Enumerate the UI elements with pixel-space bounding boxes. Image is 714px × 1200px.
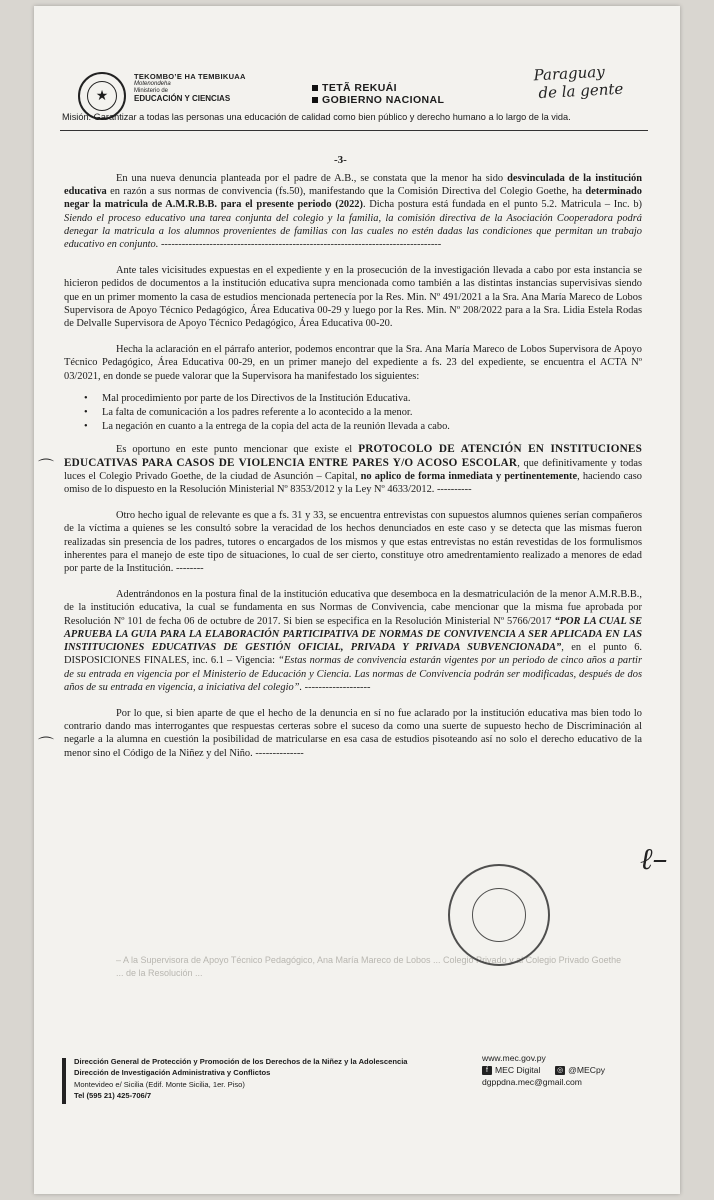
p1-bold-1: desvinculada de la institución educativa xyxy=(64,173,642,198)
list-item: • La negación en cuanto a la entrega de la copia del acta de la reunión llevada a cabo. xyxy=(84,420,642,433)
logo-line-2: de la gente xyxy=(538,79,624,103)
gov-line-2: GOBIERNO NACIONAL xyxy=(322,94,445,106)
document-page xyxy=(34,6,680,1194)
footer-line-2: Dirección de Investigación Administrativa y Conflictos xyxy=(74,1068,271,1078)
p1-text-2: en razón a sus normas de convivencia (fs.50), manifestando que la Comisión Directiva del Colegio Goethe, ha xyxy=(106,186,586,198)
square-bullet-icon xyxy=(312,85,318,91)
faded-bleed-text: – A la Supervisora de Apoyo Técnico Pedagógico, Ana María Mareco de Lobos ... Colegio Privado y al Colegio Privado Goethe ... de la Resolución ... xyxy=(116,955,622,978)
findings-list xyxy=(84,392,642,434)
paragraph-4 xyxy=(64,443,642,496)
p1-text: En una nueva denuncia planteada por el padre de A.B., se constata que la menor ha sido xyxy=(116,173,508,184)
p4-bold: no aplico de forma inmediata y pertinentemente xyxy=(360,470,578,482)
p1-bold-2: determinado negar la matricula de A.M.R.B.B. para el presente periodo (2022) xyxy=(64,186,642,211)
official-stamp-icon xyxy=(448,864,550,966)
square-bullet-icon xyxy=(312,97,318,103)
p1-dashes: --------------------------------------------------------------------------------- xyxy=(158,239,442,251)
gov-line-1: TETÃ REKUÁI xyxy=(322,82,397,94)
p6-italic-quote: “Estas normas de convivencia estarán vigentes por un periodo de cinco años a partir de su entrada en vigencia por el Ministerio de Educación y Ciencia. Las normas de Convivencia podrán ser modificadas, después de dos años de su entrada en vigencia, a iniciativa del colegio”. xyxy=(64,655,642,693)
footer-web: www.mec.gov.py xyxy=(482,1053,546,1063)
margin-mark-icon: ⌒ xyxy=(38,459,55,476)
mission-statement: Misión: Garantizar a todas las personas una educación de calidad como bien público y derecho humano a lo largo de la vida. xyxy=(62,112,571,122)
p4-text-3: , haciendo caso omiso de lo dispuesto en la Resolución Ministerial Nº 8353/2012 y la Ley Nº 4633/2012. ---------- xyxy=(64,470,642,496)
footer-contacts xyxy=(482,1052,605,1088)
footer-address xyxy=(74,1056,408,1101)
paragraph-1 xyxy=(64,172,642,251)
ministry-name xyxy=(134,72,246,103)
page-number: -3- xyxy=(334,154,347,166)
footer-instagram: @MECpy xyxy=(568,1065,606,1075)
list-item: • Mal procedimiento por parte de los Directivos de la Institución Educativa. xyxy=(84,392,642,405)
p4-protocol-title: PROTOCOLO DE ATENCIÓN EN INSTITUCIONES EDUCATIVAS PARA CASOS DE VIOLENCIA ENTRE PARES Y/O ACOSO ESCOLAR xyxy=(64,443,642,469)
paraguay-logo xyxy=(533,62,624,103)
ministry-guarani: TEKOMBO’E HA TEMBIKUAA xyxy=(134,72,246,81)
paragraph-7: Por lo que, si bien aparte de que el hecho de la denuncia en sí no fue aclarado por la institución educativa mas bien todo lo contrario dando mas interrogantes que respuestas certeras sobre el suceso da como una suerte de supuesto hecho de Discriminación al negarle a la alumna en cuestión la posibilidad de matricularse en esa casa de estudios pisoteando así no solo el derecho educativo de la menor sino el Código de la Niñez y del Niño. -------------- xyxy=(64,707,642,759)
logo-line-1: Paraguay xyxy=(533,62,606,85)
letterhead xyxy=(34,6,680,166)
footer-accent-bar xyxy=(62,1058,66,1104)
paragraph-3: Hecha la aclaración en el párrafo anterior, podemos encontrar que la Sra. Ana María Mareco de Lobos Supervisora de Apoyo Técnico Pedagógico, Área Educativa 00-29, en un primer manejo del expediente a fs. 23 del expediente, se encuentra el ACTA Nº 03/2021, en donde se puede valorar que la Supervisora ha manifestado los siguientes: xyxy=(64,344,642,382)
footer-email: dgppdna.mec@gmail.com xyxy=(482,1077,582,1087)
ministry-spanish-1: Ministerio de xyxy=(134,88,169,94)
header-divider xyxy=(60,130,648,131)
document-body xyxy=(64,172,642,773)
p6-resolution-title: “POR LA CUAL SE APRUEBA LA GUIA PARA LA ELABORACIÓN PARTICIPATIVA DE NORMAS DE CONVIVENCIA A SER APLICADA EN LAS INSTITUCIONES EDUCATIVAS DE GESTIÓN OFICIAL, PRIVADA Y PRIVADA SUBVENCIONADA” xyxy=(64,615,642,654)
footer-line-3: Montevideo e/ Sicilia (Edif. Monte Sicilia, 1er. Piso) xyxy=(74,1079,245,1089)
facebook-icon: f xyxy=(482,1066,492,1075)
ministry-spanish-2: EDUCACIÓN Y CIENCIAS xyxy=(134,94,231,103)
paragraph-6 xyxy=(64,588,642,694)
p1-text-3: . Dicha postura está fundada en el punto 5.2. Matricula – Inc. b) xyxy=(362,199,642,211)
p4-text: Es oportuno en este punto mencionar que existe el xyxy=(116,444,359,456)
p6-text-2: , en el punto 6. DISPOSICIONES FINALES, inc. 6.1 – Vigencia: xyxy=(64,642,642,667)
p6-text: Adentrándonos en la postura final de la institución educativa que desemboca en la desmatriculación de la menor A.M.R.B.B., de la institución educativa, la cual se fundamenta en sus Normas de Convivencia, cabe mencionar que la misma fue aprobada por Resolución Nº 101 de fecha 06 de octubre de 2017. Si bien se especifica en la Resolución Ministerial Nº 5766/2017 xyxy=(64,589,642,627)
footer-line-1: Dirección General de Protección y Promoción de los Derechos de la Niñez y la Adolescencia xyxy=(74,1057,408,1066)
government-name xyxy=(312,82,444,106)
margin-mark-icon: ⌒ xyxy=(38,737,55,754)
paragraph-2: Ante tales vicisitudes expuestas en el expediente y en la prosecución de la investigación llevada a cabo por esta instancia se hicieron pedidos de documentos a la institución educativa supra mencionada como también a las distintas instancias supervisivas siendo que en un primer momento la casa de estudios mencionada pertenecía por la Res. Min. Nº 491/2021 a la Sra. Ana María Mareco de Lobos Supervisora de Apoyo Técnico Pedagógico, Área Educativa 00-29 y luego por la Res. Min. Nº 208/2022 para a la Sra. Lidia Estela Rodas de Delvalle Supervisora de Apoyo Técnico Pedagógico, Área Educativa 00-20. xyxy=(64,265,642,330)
p4-text-2: , que definitivamente y todas luces el Colegio Privado Goethe, de la ciudad de Asunción – Capital, xyxy=(64,457,642,482)
p1-italic-quote: Siendo el proceso educativo una tarea conjunta del colegio y la familia, la comisión directiva de la Asociación Cooperadora podrá denegar la matricula a los alumnos provenientes de familias con las cuales no estén dadas las condiciones que permitan un trabajo educativo en conjunto. xyxy=(64,212,642,251)
p6-dashes: ------------------- xyxy=(302,681,371,693)
paragraph-5: Otro hecho igual de relevante es que a fs. 31 y 33, se encuentra entrevistas con supuestos alumnos quienes serían compañeros de la víctima a quienes se les consultó sobre la veracidad de los hechos denunciados en este caso y se detecta que las mismas fueron realizadas sin presencia de los padres, tutores o encargados de los mismos y que estas entrevistas no están revestidas de los formulismos inherentes para el manejo de este tipo de situaciones, lo cual de ser cierto, constituye otro amedrentamiento realizado a menores de edad por parte de la Institución. -------- xyxy=(64,510,642,575)
footer-social xyxy=(482,1064,605,1076)
footer-facebook: MEC Digital xyxy=(495,1065,541,1075)
ministry-guarani-sub: Motenondeha xyxy=(134,81,171,87)
list-item: • La falta de comunicación a los padres referente a lo acontecido a la menor. xyxy=(84,406,642,419)
seal-star-icon: ★ xyxy=(87,81,117,111)
instagram-icon: ◎ xyxy=(557,1067,564,1075)
stamp-inner-ring xyxy=(472,888,526,942)
footer-line-4: Tel (595 21) 425-706/7 xyxy=(74,1090,152,1100)
handwritten-signature: ℓ– xyxy=(640,842,668,877)
